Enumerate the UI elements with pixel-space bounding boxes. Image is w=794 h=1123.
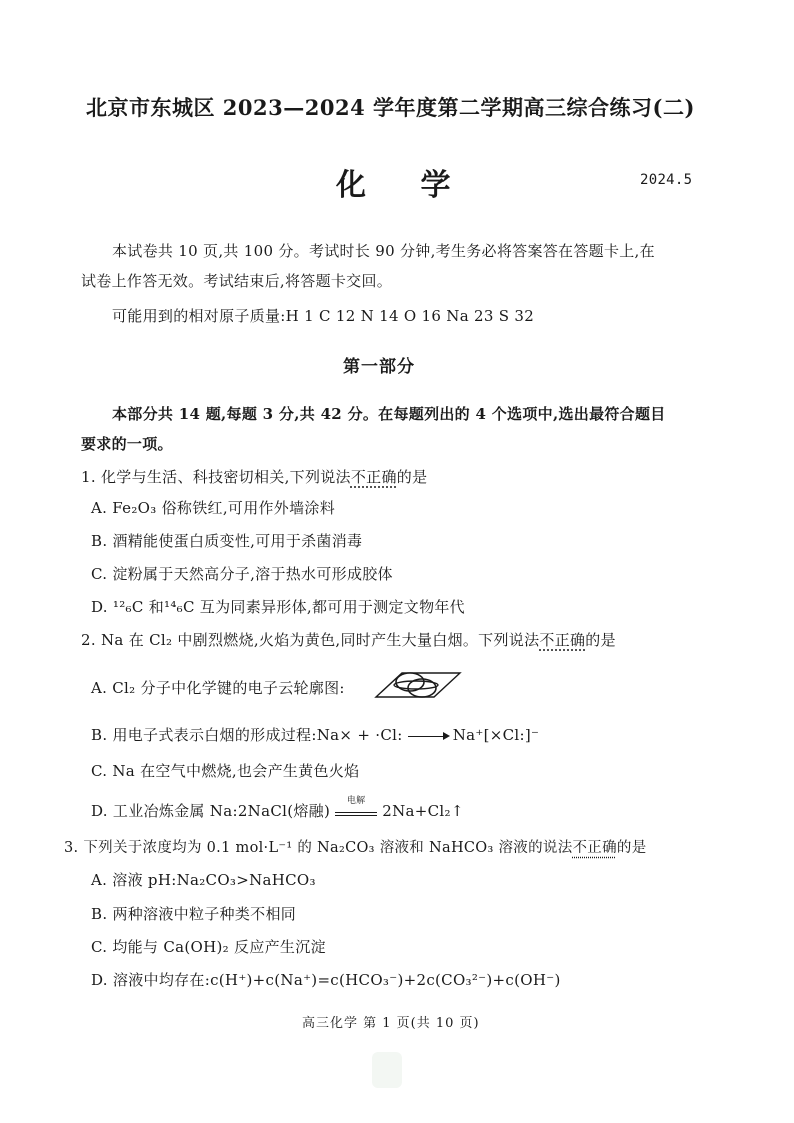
question-2-stem-post: 的是	[585, 631, 616, 649]
question-2-option-d	[91, 796, 464, 821]
question-3-option-d: D. 溶液中均存在:c(H⁺)+c(Na⁺)=c(HCO₃⁻)+2c(CO₃²⁻)+c(OH⁻)	[91, 971, 561, 989]
question-2-option-b-text: B. 用电子式表示白烟的形成过程:	[91, 726, 317, 744]
question-2-option-b	[91, 724, 539, 745]
subject-heading: 化 学	[336, 168, 473, 203]
question-3-stem-emphasis: 不正确	[572, 840, 617, 856]
question-2-option-c: C. Na 在空气中燃烧,也会产生黄色火焰	[91, 762, 360, 780]
instructions-line-1: 本试卷共 10 页,共 100 分。考试时长 90 分钟,考生务必将答案答在答题卡上,在	[112, 242, 655, 260]
question-1-option-b: B. 酒精能使蛋白质变性,可用于杀菌消毒	[91, 532, 363, 550]
question-1-stem	[81, 466, 427, 487]
question-3-option-a: A. 溶液 pH:Na₂CO₃>NaHCO₃	[91, 871, 316, 889]
page-footer: 高三化学 第 1 页(共 10 页)	[302, 1016, 480, 1031]
question-2-stem-emphasis: 不正确	[539, 631, 586, 649]
part-one-heading: 第一部分	[343, 357, 415, 377]
question-2-option-d-text: D. 工业冶炼金属 Na:2NaCl(熔融)	[91, 802, 331, 820]
question-2-option-d-product: 2Na+Cl₂↑	[382, 802, 464, 820]
question-2-option-a: A. Cl₂ 分子中化学键的电子云轮廓图:	[91, 679, 345, 697]
part-one-intro-1: 本部分共 14 题,每题 3 分,共 42 分。在每题列出的 4 个选项中,选出最符合题目	[112, 405, 666, 423]
scan-smudge	[372, 1052, 402, 1088]
electrolysis-condition: 电解	[346, 796, 366, 806]
instructions-line-2: 试卷上作答无效。考试结束后,将答题卡交回。	[81, 272, 393, 290]
equals-bar	[335, 812, 377, 816]
question-1-option-a: A. Fe₂O₃ 俗称铁红,可用作外墙涂料	[91, 499, 335, 517]
electrolysis-equals-sign	[335, 796, 377, 816]
question-3-option-c: C. 均能与 Ca(OH)₂ 反应产生沉淀	[91, 938, 326, 956]
question-1-option-d: D. ¹²₆C 和¹⁴₆C 互为同素异形体,都可用于测定文物年代	[91, 598, 465, 616]
question-1-option-c: C. 淀粉属于天然高分子,溶于热水可形成胶体	[91, 565, 393, 583]
question-1-stem-emphasis: 不正确	[350, 468, 397, 486]
question-2-option-b-formula-left: Na× + ·Cl:	[316, 726, 408, 744]
atomic-masses: 可能用到的相对原子质量:H 1 C 12 N 14 O 16 Na 23 S 32	[112, 307, 535, 325]
exam-date: 2024.5	[640, 172, 693, 188]
question-1-stem-pre: 1. 化学与生活、科技密切相关,下列说法	[81, 468, 351, 486]
part-one-intro-2: 要求的一项。	[81, 435, 173, 453]
reaction-arrow-icon	[408, 736, 448, 737]
question-3-option-b: B. 两种溶液中粒子种类不相同	[91, 905, 297, 923]
question-3-stem	[64, 836, 647, 857]
question-2-option-b-formula-right: Na⁺[×Cl:]⁻	[447, 726, 540, 744]
question-3-stem-post: 的是	[616, 840, 647, 856]
question-2-stem	[81, 629, 616, 650]
question-1-stem-post: 的是	[396, 468, 428, 486]
question-2-stem-pre: 2. Na 在 Cl₂ 中剧烈燃烧,火焰为黄色,同时产生大量白烟。下列说法	[81, 631, 540, 649]
electron-cloud-diagram	[370, 667, 462, 701]
question-3-stem-pre: 3. 下列关于浓度均为 0.1 mol·L⁻¹ 的 Na₂CO₃ 溶液和 NaHCO₃ 溶液的说法	[64, 840, 573, 856]
exam-title: 北京市东城区 2023—2024 学年度第二学期高三综合练习(二)	[86, 95, 695, 120]
